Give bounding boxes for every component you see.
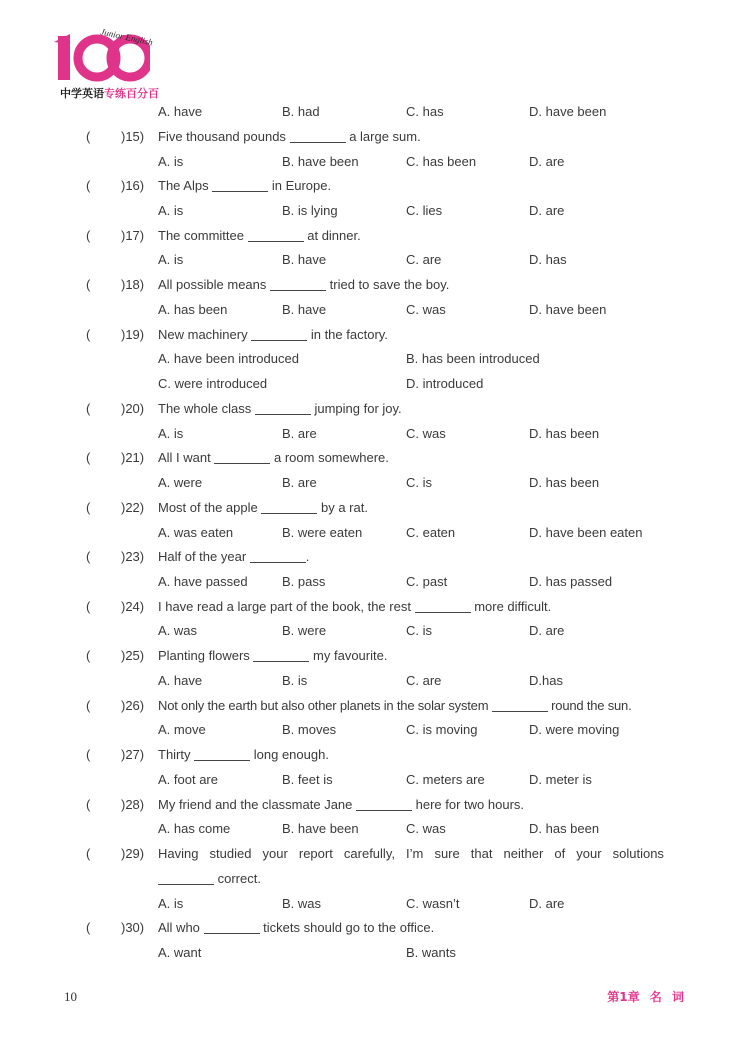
- answer-blank: [261, 500, 317, 514]
- page-number: 10: [64, 989, 77, 1004]
- option-c: C. meters are: [406, 772, 485, 787]
- book-logo: [54, 26, 164, 100]
- question-stem: Half of the year .: [158, 549, 310, 564]
- option-c: C. wasn’t: [406, 896, 460, 911]
- options-row: [0, 770, 750, 790]
- answer-blank: [270, 277, 326, 291]
- question-number: )15): [121, 129, 145, 144]
- option-d: D. are: [529, 154, 565, 169]
- answer-paren: (: [86, 450, 91, 465]
- option-b: B. feet is: [282, 772, 333, 787]
- option-d: D. has passed: [529, 574, 613, 589]
- option-b: B. have been: [282, 821, 359, 836]
- answer-paren: (: [86, 698, 91, 713]
- question-number: )18): [121, 277, 145, 292]
- question-15: [0, 127, 750, 147]
- answer-blank: [290, 129, 346, 143]
- option-a: A. was eaten: [158, 525, 234, 540]
- option-b: B. has been introduced: [406, 351, 540, 366]
- question-number: )27): [121, 747, 145, 762]
- options-row: [0, 943, 750, 963]
- answer-paren: (: [86, 549, 91, 564]
- question-stem: The whole class jumping for joy.: [158, 401, 402, 416]
- question-26: [0, 696, 750, 716]
- answer-blank: [204, 920, 260, 934]
- option-c: C. are: [406, 673, 442, 688]
- option-c: C. has: [406, 104, 444, 119]
- question-24: [0, 597, 750, 617]
- answer-blank: [214, 450, 270, 464]
- answer-paren: (: [86, 178, 91, 193]
- chapter-label: 第1章 名 词: [607, 990, 684, 1004]
- option-a: A. foot are: [158, 772, 218, 787]
- option-c: C. was: [406, 426, 446, 441]
- option-d: D.has: [529, 673, 563, 688]
- option-a: A. have: [158, 104, 203, 119]
- question-16: [0, 176, 750, 196]
- options-row: [0, 300, 750, 320]
- option-d: D. are: [529, 623, 565, 638]
- option-a: A. has been: [158, 302, 228, 317]
- option-b: B. is lying: [282, 203, 338, 218]
- options-row: [0, 424, 750, 444]
- question-19: [0, 325, 750, 345]
- option-b: B. have: [282, 302, 327, 317]
- option-b: B. are: [282, 475, 317, 490]
- option-b: B. wants: [406, 945, 456, 960]
- question-number: )22): [121, 500, 145, 515]
- question-30: [0, 918, 750, 938]
- option-a: A. has come: [158, 821, 231, 836]
- option-b: B. is: [282, 673, 308, 688]
- option-c: C. is: [406, 475, 432, 490]
- question-28: [0, 795, 750, 815]
- option-b: B. have: [282, 252, 327, 267]
- question-number: )16): [121, 178, 145, 193]
- question-number: )30): [121, 920, 145, 935]
- option-a: A. were: [158, 475, 203, 490]
- question-number: )21): [121, 450, 145, 465]
- question-17: [0, 226, 750, 246]
- option-b: B. was: [282, 896, 322, 911]
- question-number: )28): [121, 797, 145, 812]
- option-d: D. has been: [529, 821, 600, 836]
- question-stem-continued: correct.: [0, 869, 750, 889]
- answer-blank: [492, 698, 548, 712]
- question-number: )23): [121, 549, 145, 564]
- option-d: D. are: [529, 203, 565, 218]
- option-a: A. is: [158, 154, 184, 169]
- options-row: [0, 819, 750, 839]
- options-row: [0, 201, 750, 221]
- option-c: C. eaten: [406, 525, 456, 540]
- option-b: B. were: [282, 623, 327, 638]
- option-d: D. have been: [529, 104, 607, 119]
- logo-subtitle: 中学英语专练百分百: [60, 87, 159, 100]
- option-a: A. have been introduced: [158, 351, 299, 366]
- answer-blank: [212, 178, 268, 192]
- option-c: C. lies: [406, 203, 443, 218]
- question-stem: Not only the earth but also other planets in the solar system round the sun.: [158, 698, 632, 713]
- option-b: B. had: [282, 104, 320, 119]
- option-b: B. were eaten: [282, 525, 363, 540]
- options-row: [0, 671, 750, 691]
- answer-blank: [415, 599, 471, 613]
- question-stem: Most of the apple by a rat.: [158, 500, 368, 515]
- question-stem: Five thousand pounds a large sum.: [158, 129, 421, 144]
- option-c: C. is moving: [406, 722, 478, 737]
- question-number: )29): [121, 846, 145, 861]
- options-row: [0, 349, 750, 369]
- answer-blank: [158, 871, 214, 885]
- answer-paren: (: [86, 228, 91, 243]
- options-row: [0, 102, 750, 122]
- logo-tagline: Junior English: [99, 26, 154, 48]
- question-stem: All possible means tried to save the boy.: [158, 277, 450, 292]
- option-c: C. was: [406, 302, 446, 317]
- option-b: B. have been: [282, 154, 359, 169]
- option-d: D. has: [529, 252, 567, 267]
- question-stem: I have read a large part of the book, the rest more difficult.: [158, 599, 552, 614]
- option-c: C. is: [406, 623, 432, 638]
- options-row: [0, 473, 750, 493]
- question-20: [0, 399, 750, 419]
- question-stem: My friend and the classmate Jane here for two hours.: [158, 797, 525, 812]
- question-stem: New machinery in the factory.: [158, 327, 388, 342]
- answer-blank: [253, 648, 309, 662]
- option-b: B. pass: [282, 574, 326, 589]
- options-row: [0, 523, 750, 543]
- answer-paren: (: [86, 277, 91, 292]
- option-d: D. were moving: [529, 722, 620, 737]
- option-a: A. want: [158, 945, 202, 960]
- options-row: [0, 720, 750, 740]
- answer-paren: (: [86, 648, 91, 663]
- option-a: A. was: [158, 623, 198, 638]
- answer-paren: (: [86, 129, 91, 144]
- question-number: )17): [121, 228, 145, 243]
- answer-paren: (: [86, 401, 91, 416]
- options-row: [0, 621, 750, 641]
- option-d: D. meter is: [529, 772, 592, 787]
- options-row: [0, 250, 750, 270]
- question-number: )24): [121, 599, 145, 614]
- question-number: )26): [121, 698, 145, 713]
- option-c: C. past: [406, 574, 448, 589]
- options-row: [0, 374, 750, 394]
- question-stem: All I want a room somewhere.: [158, 450, 389, 465]
- question-stem: Having studied your report carefully, I’m sure that neither of your solutions: [158, 846, 664, 861]
- question-number: )25): [121, 648, 145, 663]
- option-c: C. are: [406, 252, 442, 267]
- option-a: A. is: [158, 896, 184, 911]
- answer-paren: (: [86, 747, 91, 762]
- question-stem: The Alps in Europe.: [158, 178, 332, 193]
- options-row: [0, 152, 750, 172]
- options-row: [0, 572, 750, 592]
- option-c: C. was: [406, 821, 446, 836]
- answer-paren: (: [86, 599, 91, 614]
- question-stem: Thirty long enough.: [158, 747, 329, 762]
- option-a: A. have passed: [158, 574, 248, 589]
- answer-blank: [356, 797, 412, 811]
- answer-paren: (: [86, 797, 91, 812]
- question-stem: The committee at dinner.: [158, 228, 361, 243]
- question-29: [0, 844, 750, 864]
- answer-blank: [251, 327, 307, 341]
- question-number: )20): [121, 401, 145, 416]
- question-number: )19): [121, 327, 145, 342]
- question-22: [0, 498, 750, 518]
- answer-blank: [250, 549, 306, 563]
- option-d: D. are: [529, 896, 565, 911]
- question-18: [0, 275, 750, 295]
- answer-blank: [248, 228, 304, 242]
- option-a: A. move: [158, 722, 206, 737]
- options-row: [0, 894, 750, 914]
- question-25: [0, 646, 750, 666]
- question-21: [0, 448, 750, 468]
- option-d: D. has been: [529, 475, 600, 490]
- option-a: A. have: [158, 673, 203, 688]
- option-d: D. has been: [529, 426, 600, 441]
- answer-blank: [194, 747, 250, 761]
- option-b: B. are: [282, 426, 317, 441]
- option-d: D. introduced: [406, 376, 484, 391]
- answer-blank: [255, 401, 311, 415]
- option-b: B. moves: [282, 722, 337, 737]
- option-c: C. were introduced: [158, 376, 268, 391]
- question-stem: Planting flowers my favourite.: [158, 648, 388, 663]
- option-a: A. is: [158, 426, 184, 441]
- option-c: C. has been: [406, 154, 477, 169]
- option-d: D. have been: [529, 302, 607, 317]
- answer-paren: (: [86, 846, 91, 861]
- question-23: [0, 547, 750, 567]
- option-a: A. is: [158, 252, 184, 267]
- option-d: D. have been eaten: [529, 525, 643, 540]
- answer-paren: (: [86, 500, 91, 515]
- option-a: A. is: [158, 203, 184, 218]
- question-stem: All who tickets should go to the office.: [158, 920, 435, 935]
- question-27: [0, 745, 750, 765]
- answer-paren: (: [86, 327, 91, 342]
- answer-paren: (: [86, 920, 91, 935]
